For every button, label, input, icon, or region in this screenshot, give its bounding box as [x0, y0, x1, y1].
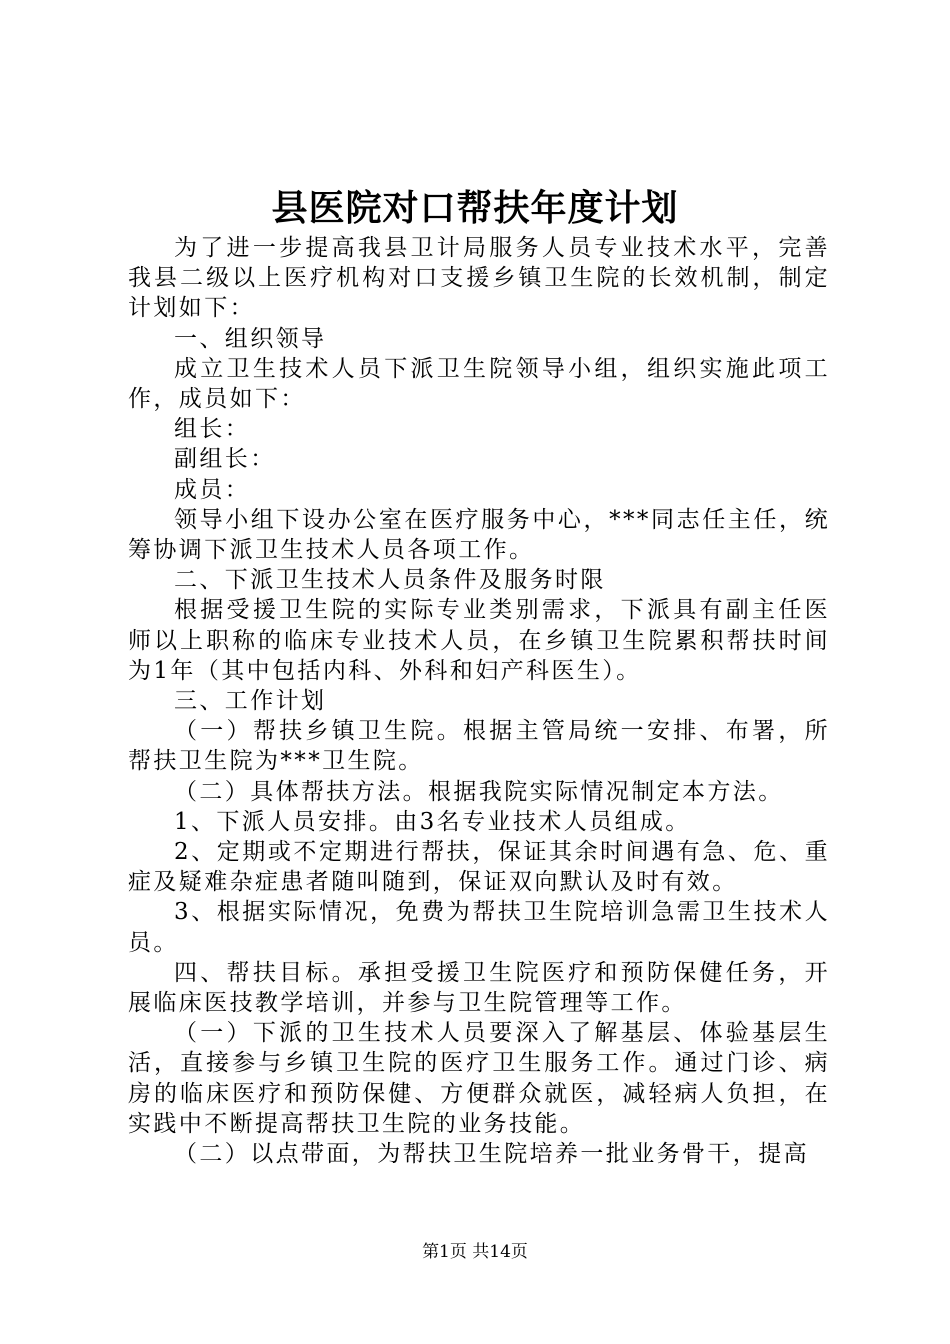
page-number-footer: 第1页 共14页 [422, 1242, 528, 1262]
paragraph: 1、下派人员安排。由3名专业技术人员组成。 [174, 808, 691, 835]
section-heading: 一、组织领导 [174, 325, 327, 352]
paragraph: 为了进一步提高我县卫计局服务人员专业技术水平，完善我县二级以上医疗机构对口支援乡镇卫生院的长效机制，制定计划如下： [128, 235, 830, 322]
paragraph: 组长： [174, 416, 251, 443]
paragraph: 副组长： [174, 446, 276, 473]
paragraph: 成立卫生技术人员下派卫生院领导小组，组织实施此项工作，成员如下： [128, 355, 830, 413]
document-body [128, 233, 830, 1169]
section-heading: 二、下派卫生技术人员条件及服务时限 [174, 567, 606, 594]
paragraph: 2、定期或不定期进行帮扶，保证其余时间遇有急、危、重症及疑难杂症患者随叫随到，保证双向默认及时有效。 [128, 839, 830, 896]
paragraph: 3、根据实际情况，免费为帮扶卫生院培训急需卫生技术人员。 [128, 899, 830, 956]
paragraph: （二）具体帮扶方法。根据我院实际情况制定本方法。 [174, 778, 784, 805]
paragraph: 成员： [174, 476, 251, 503]
paragraph: （一）帮扶乡镇卫生院。根据主管局统一安排、布署，所帮扶卫生院为***卫生院。 [128, 718, 830, 775]
document-title: 县医院对口帮扶年度计划 [271, 187, 679, 229]
section-heading: 四、帮扶目标。承担受援卫生院医疗和预防保健任务，开展临床医技教学培训，并参与卫生院管理等工作。 [128, 959, 830, 1017]
paragraph: 领导小组下设办公室在医疗服务中心，***同志任主任，统筹协调下派卫生技术人员各项工作。 [128, 506, 830, 564]
paragraph: （一）下派的卫生技术人员要深入了解基层、体验基层生活，直接参与乡镇卫生院的医疗卫生服务工作。通过门诊、病房的临床医疗和预防保健、方便群众就医，减轻病人负担，在实践中不断提高帮扶卫生院的业务技能。 [128, 1020, 830, 1137]
section-heading: 三、工作计划 [174, 688, 327, 715]
paragraph: 根据受援卫生院的实际专业类别需求，下派具有副主任医师以上职称的临床专业技术人员，在乡镇卫生院累积帮扶时间为1年（其中包括内科、外科和妇产科医生）。 [128, 597, 830, 684]
paragraph: （二）以点带面，为帮扶卫生院培养一批业务骨干，提高 [174, 1141, 809, 1168]
